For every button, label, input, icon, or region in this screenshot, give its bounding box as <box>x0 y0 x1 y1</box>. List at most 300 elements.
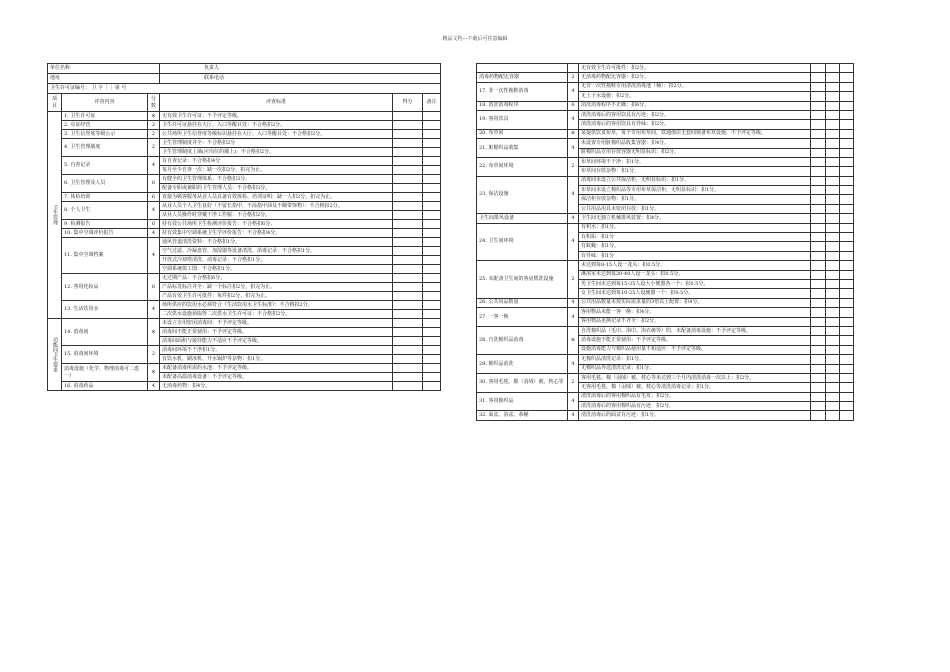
item-score: 6 <box>148 220 160 229</box>
item-score: 2 <box>148 130 160 139</box>
col-got: 得分 <box>393 94 423 112</box>
item-standard: 公共用品数量未按实际需求量的3倍以上配置：扣4分。 <box>579 298 811 307</box>
col-remark: 备注 <box>423 94 441 112</box>
item-score: 2 <box>148 121 160 130</box>
item-got-cell <box>811 214 826 223</box>
item-standard: 有自查记录：不合格扣4分 <box>160 157 393 166</box>
item-remark-cell <box>423 265 441 274</box>
item-remark-cell <box>840 167 854 176</box>
item-content: 26. 公共用品数量 <box>477 298 568 307</box>
item-content: 7. 体检培训 <box>62 193 148 202</box>
item-content: 23. 保洁设施 <box>477 176 568 214</box>
person-label: 负责人 <box>204 65 220 71</box>
item-remark-cell <box>840 64 854 73</box>
item-standard: 客用毛毯、棉（羽绒）被、枕心等未达到三个月内清洗消毒一次以上：扣2分。 <box>579 373 811 382</box>
item-got-cell <box>811 373 826 382</box>
item-standard: 无有效卫生许可批件：扣2分。 <box>579 64 811 73</box>
item-standard: 无棉织品清洗记录：扣1分。 <box>579 355 811 364</box>
item-remark-cell <box>840 392 854 401</box>
item-remark-cell <box>840 148 854 157</box>
col-score: 分数 <box>148 94 160 112</box>
item-content: 27. 一客一换 <box>477 308 568 327</box>
item-remark-cell <box>423 202 441 211</box>
item-standard: 未配备消毒所需的水池：不予评定等级。 <box>160 364 393 373</box>
item-remark-cell <box>840 92 854 101</box>
item-got-cell <box>393 139 423 148</box>
item-score: 4 <box>568 411 579 420</box>
item-remark-cell <box>840 402 854 411</box>
item-extra-cell <box>826 120 840 129</box>
license-number-label: 卫生许可证编号： 卫 字［ ］第 号 <box>48 84 441 94</box>
item-got-cell <box>811 345 826 354</box>
category-management: 卫生管理 <box>48 112 62 319</box>
item-standard: 某提供饮食布草，每个专用布草间，铁通值店无套间锁备布草设施，不予评定等级。 <box>579 129 811 138</box>
item-remark-cell <box>840 223 854 232</box>
item-content: 32. 面盆、浴盆、恭桶 <box>477 411 568 420</box>
item-got-cell <box>811 392 826 401</box>
item-remark-cell <box>423 166 441 175</box>
item-got-cell <box>811 176 826 185</box>
item-got-cell <box>393 130 423 139</box>
item-standard: 消洗消毒程序不正确：扣6分。 <box>579 101 811 110</box>
item-standard: 清洗消毒后的客用饮具有污迹：扣2分。 <box>579 110 811 119</box>
item-standard: 消毒设施不能正常使用：不予评定等级。 <box>579 336 811 345</box>
item-standard: 未配备高温消毒设备：不予评定等级。 <box>160 373 393 382</box>
item-got-cell <box>811 270 826 279</box>
item-standard: 无上下水设施：扣2分。 <box>579 92 811 101</box>
item-score: 4 <box>148 229 160 238</box>
item-score: 4 <box>568 223 579 261</box>
item-got-cell <box>393 355 423 364</box>
item-remark-cell <box>840 373 854 382</box>
item-standard: 未达到每8-15人设一龙头：扣0.5分。 <box>579 261 811 270</box>
item-got-cell <box>393 292 423 301</box>
item-remark-cell <box>423 310 441 319</box>
item-remark-cell <box>840 279 854 288</box>
item-score <box>568 64 579 73</box>
item-standard: 从业人员操作时穿戴干净工作服：不合格扣2分。 <box>160 211 393 220</box>
item-got-cell <box>811 64 826 73</box>
item-got-cell <box>393 193 423 202</box>
item-content <box>477 64 568 73</box>
right-table <box>476 63 854 421</box>
item-content: 30. 客用毛毯、棉（羽绒）被、枕心等 <box>477 373 568 392</box>
item-remark-cell <box>423 292 441 301</box>
item-content: 29. 棉织品消洗 <box>477 355 568 374</box>
item-standard: 无棉织品外送清洗记录：扣1分。 <box>579 364 811 373</box>
item-score: 2 <box>568 373 579 392</box>
item-got-cell <box>393 364 423 373</box>
item-remark-cell <box>423 121 441 130</box>
item-standard: 公共场所卫生信誉度等级标识悬挂在大厅、入口等醒目处：不合格扣2分。 <box>160 130 393 139</box>
item-content: 20. 布草间 <box>477 129 568 138</box>
item-standard: 布草间环境不干净：扣1分。 <box>579 157 811 166</box>
item-standard: 通风管道清洗资料：不合格扣1分。 <box>160 238 393 247</box>
item-standard: 无有效卫生许可证：不予评定等级。 <box>160 112 393 121</box>
item-standard: 清洗消毒后的客用棉织品有毛发：扣2分。 <box>579 392 811 401</box>
item-got-cell <box>393 211 423 220</box>
item-standard: 二次供水设施须取得二次供水卫生许可证：不合格扣2分。 <box>160 310 393 319</box>
item-content: 17. 非一次性拖鞋消毒 <box>477 82 568 101</box>
item-got-cell <box>393 148 423 157</box>
item-extra-cell <box>826 336 840 345</box>
item-got-cell <box>811 326 826 335</box>
item-content: 16. 消毒药品 <box>62 382 148 391</box>
item-remark-cell <box>840 317 854 326</box>
item-content: 10. 集中空调评价报告 <box>62 229 148 238</box>
item-score: 2 <box>148 346 160 364</box>
item-score: 4 <box>148 202 160 220</box>
item-got-cell <box>811 251 826 260</box>
item-remark-cell <box>423 274 441 283</box>
item-remark-cell <box>840 101 854 110</box>
item-standard: 未设置专用脏棉织品收集容器：扣4分。 <box>579 139 811 148</box>
item-got-cell <box>393 274 423 283</box>
item-got-cell <box>811 204 826 213</box>
item-score: 4 <box>568 355 579 374</box>
item-got-cell <box>811 92 826 101</box>
item-standard: 空调系统竣工图：不合格扣1分。 <box>160 265 393 274</box>
item-score: 4 <box>148 301 160 319</box>
col-item: 项目 <box>48 94 62 112</box>
item-got-cell <box>393 121 423 130</box>
item-remark-cell <box>423 139 441 148</box>
item-remark-cell <box>423 238 441 247</box>
item-score: 6 <box>568 101 579 110</box>
item-standard: 产品标签标注齐全：缺一个标注扣2分，扣完为止。 <box>160 283 393 292</box>
item-score: 2 <box>148 139 160 157</box>
item-standard: 淋浴室未达到每20-40人设一龙头：扣0.5分。 <box>579 270 811 279</box>
item-content: 9. 检测报告 <box>62 220 148 229</box>
item-extra-cell <box>826 251 840 260</box>
item-content: 31. 客用棉织品 <box>477 392 568 411</box>
item-remark-cell <box>840 261 854 270</box>
item-standard: 消毒间环境不干净扣1分。 <box>160 346 393 355</box>
item-standard: 无非一次性拖鞋专用清洗消毒池（桶）：扣2分。 <box>579 82 811 91</box>
left-table <box>47 63 441 391</box>
item-got-cell <box>811 139 826 148</box>
item-score: 4 <box>148 382 160 391</box>
item-extra-cell <box>826 270 840 279</box>
item-standard: 场所供应的饮用水必须符合《生活饮用水卫生标准》：不合格扣2分。 <box>160 301 393 310</box>
item-extra-cell <box>826 373 840 382</box>
item-standard: 客用物品更换记录不齐全：扣2分。 <box>579 317 811 326</box>
item-standard: 清洗消毒后的面盆有污迹：扣1分。 <box>579 411 811 420</box>
item-remark-cell <box>423 337 441 346</box>
item-extra-cell <box>826 82 840 91</box>
item-got-cell <box>811 82 826 91</box>
item-standard: 无过期产品：不合格扣6分。 <box>160 274 393 283</box>
item-got-cell <box>393 319 423 328</box>
item-content: 2. 亮证经营 <box>62 121 148 130</box>
col-content: 评查内容 <box>62 94 148 112</box>
item-remark-cell <box>840 176 854 185</box>
item-remark-cell <box>423 247 441 256</box>
item-content: 8. 个人卫生 <box>62 202 148 220</box>
item-content: 24. 卫生间环境 <box>477 223 568 261</box>
item-remark-cell <box>423 283 441 292</box>
item-extra-cell <box>826 279 840 288</box>
item-remark-cell <box>840 326 854 335</box>
item-extra-cell <box>826 317 840 326</box>
item-standard: 持有效集中空调系统卫生学评价报告：不合格扣4分。 <box>160 229 393 238</box>
item-remark-cell <box>423 355 441 364</box>
item-got-cell <box>811 308 826 317</box>
item-score: ※ <box>148 319 160 346</box>
item-got-cell <box>811 279 826 288</box>
item-got-cell <box>393 184 423 193</box>
item-content: 4. 卫生管理制度 <box>62 139 148 157</box>
page-header: 精品文档---下载后可任意编辑 <box>442 36 508 42</box>
item-score: ※ <box>148 364 160 382</box>
item-standard: 保洁柜存放杂物：扣1分。 <box>579 195 811 204</box>
item-got-cell <box>811 186 826 195</box>
item-score: 4 <box>568 139 579 158</box>
item-extra-cell <box>826 148 840 157</box>
item-score: ※ <box>568 326 579 354</box>
item-remark-cell <box>423 220 441 229</box>
item-got-cell <box>811 261 826 270</box>
item-content: 14. 消毒间 <box>62 319 148 346</box>
item-extra-cell <box>826 176 840 185</box>
item-remark-cell <box>423 373 441 382</box>
item-score: 6 <box>148 274 160 301</box>
item-got-cell <box>393 220 423 229</box>
item-got-cell <box>811 317 826 326</box>
item-content: 22. 布草间环境 <box>477 157 568 176</box>
item-standard: 每月至少自查一次：缺一次扣2分，扣完为止。 <box>160 166 393 175</box>
item-extra-cell <box>826 289 840 298</box>
item-remark-cell <box>840 242 854 251</box>
item-extra-cell <box>826 392 840 401</box>
item-extra-cell <box>826 214 840 223</box>
category-function-rooms: 功能间卫生要求 <box>48 319 62 391</box>
item-standard: 空气过滤、冷凝盘管、加湿器等设备清洗、消毒记录：不合格扣1分。 <box>160 247 393 256</box>
item-extra-cell <box>826 402 840 411</box>
item-remark-cell <box>840 186 854 195</box>
item-got-cell <box>393 283 423 292</box>
item-got-cell <box>811 355 826 364</box>
item-got-cell <box>393 382 423 391</box>
item-remark-cell <box>423 301 441 310</box>
item-remark-cell <box>840 345 854 354</box>
item-content: 消毒设施（化学、物理消毒可二选一） <box>62 364 148 382</box>
item-remark-cell <box>840 364 854 373</box>
item-remark-cell <box>840 298 854 307</box>
item-remark-cell <box>423 193 441 202</box>
item-content: 消毒药物配比容器 <box>477 73 568 82</box>
item-standard: 客用物品未能一客一换：扣4分。 <box>579 308 811 317</box>
phone-label: 联系电话 <box>204 75 225 81</box>
item-standard: 布草间存放杂物：扣1分。 <box>579 167 811 176</box>
item-content: 12. 客用化妆品 <box>62 274 148 301</box>
item-standard: 有健全的卫生管理体系：不合格扣3分。 <box>160 175 393 184</box>
item-got-cell <box>811 233 826 242</box>
item-content: 1. 卫生许可证 <box>62 112 148 121</box>
item-remark-cell <box>840 308 854 317</box>
item-remark-cell <box>840 129 854 138</box>
item-score: 4 <box>568 176 579 214</box>
item-got-cell <box>393 229 423 238</box>
item-extra-cell <box>826 308 840 317</box>
item-score: ※ <box>568 129 579 138</box>
item-remark-cell <box>840 251 854 260</box>
col-standard: 评查标准 <box>160 94 393 112</box>
item-got-cell <box>811 148 826 157</box>
item-standard: 清洗消毒后的客用棉织品有污迹：扣2分。 <box>579 402 811 411</box>
item-got-cell <box>393 247 423 256</box>
item-extra-cell <box>826 64 840 73</box>
item-remark-cell <box>840 110 854 119</box>
item-content: 28. 自洗棉织品消毒 <box>477 326 568 354</box>
item-content: 卫生间排风设备 <box>477 214 568 223</box>
item-remark-cell <box>840 195 854 204</box>
item-standard: 配备专职或兼职的卫生管理人员：不合格扣3分。 <box>160 184 393 193</box>
item-standard: 男卫生间未达到每15-35人设大小便器各一个：扣0.5分。 <box>579 279 811 288</box>
item-score: 2 <box>568 73 579 82</box>
item-got-cell <box>393 328 423 337</box>
item-got-cell <box>811 289 826 298</box>
item-standard: 卫生许可证悬挂在大厅，入口等醒目处：不合格扣2分。 <box>160 121 393 130</box>
item-got-cell <box>393 265 423 274</box>
item-got-cell <box>393 301 423 310</box>
item-got-cell <box>811 242 826 251</box>
item-score: 6 <box>148 175 160 193</box>
item-remark-cell <box>840 336 854 345</box>
item-got-cell <box>393 346 423 355</box>
item-content: 15. 消毒间环境 <box>62 346 148 364</box>
item-got-cell <box>393 175 423 184</box>
item-content: 25. 未配备卫生间的客房盥洗设施 <box>477 261 568 299</box>
item-standard: 消毒间面积与接待能力不适应不予评定等级。 <box>160 337 393 346</box>
item-remark-cell <box>840 204 854 213</box>
item-got-cell <box>811 195 826 204</box>
item-standard: 开放式冷却塔清洗、消毒记录：不合格扣1分。 <box>160 256 393 265</box>
item-standard: 公共用品用具未密闭存放：扣1分。 <box>579 204 811 213</box>
item-score: 4 <box>568 392 579 411</box>
item-score: 4 <box>568 110 579 129</box>
item-extra-cell <box>826 139 840 148</box>
item-got-cell <box>393 238 423 247</box>
item-remark-cell <box>840 355 854 364</box>
item-got-cell <box>811 402 826 411</box>
item-standard: 脏棉织品专用存放容器无明显标识：扣2分。 <box>579 148 811 157</box>
item-remark-cell <box>423 319 441 328</box>
item-got-cell <box>811 364 826 373</box>
item-standard: 清洗消毒后的客用饮具有异味：扣2分。 <box>579 120 811 129</box>
item-extra-cell <box>826 261 840 270</box>
item-extra-cell <box>826 223 840 232</box>
item-extra-cell <box>826 383 840 392</box>
item-score: 4 <box>568 308 579 327</box>
item-extra-cell <box>826 110 840 119</box>
item-remark-cell <box>423 130 441 139</box>
unit-name-label: 单位名称 <box>48 64 160 74</box>
item-remark-cell <box>423 346 441 355</box>
item-got-cell <box>393 310 423 319</box>
item-standard: 无消毒药物配比容器：扣2分。 <box>579 73 811 82</box>
item-standard: 自洗棉织品（毛巾、浴巾、浴衣裤等）的，未配备消毒设施：不予评定等级。 <box>579 326 811 335</box>
item-got-cell <box>811 129 826 138</box>
item-extra-cell <box>826 364 840 373</box>
item-remark-cell <box>423 148 441 157</box>
item-got-cell <box>393 166 423 175</box>
item-got-cell <box>393 256 423 265</box>
item-got-cell <box>811 383 826 392</box>
item-remark-cell <box>423 175 441 184</box>
item-got-cell <box>393 112 423 121</box>
item-score: 4 <box>568 214 579 223</box>
item-standard: 女卫生间未达到每10-25人设便器一个：扣0.5分。 <box>579 289 811 298</box>
item-standard: 直接为顾客服务从业人员具备有效体检、培训证明：缺一人扣2分，扣完为止。 <box>160 193 393 202</box>
item-remark-cell <box>423 184 441 193</box>
item-content: 13. 生活饮用水 <box>62 301 148 319</box>
item-standard: 卫生管理制度上墙(应岗位的墙上)：不合格扣2分。 <box>160 148 393 157</box>
item-standard: 消毒间未设立公共保洁柜，无明显标识：扣1分。 <box>579 176 811 185</box>
item-content: 3. 卫生信誉度等级公示 <box>62 130 148 139</box>
item-content: 18. 消洗消毒程序 <box>477 101 568 110</box>
item-score: 2 <box>568 157 579 176</box>
item-remark-cell <box>840 120 854 129</box>
item-extra-cell <box>826 195 840 204</box>
item-got-cell <box>393 373 423 382</box>
item-extra-cell <box>826 345 840 354</box>
item-extra-cell <box>826 355 840 364</box>
item-extra-cell <box>826 326 840 335</box>
item-remark-cell <box>840 233 854 242</box>
item-extra-cell <box>826 186 840 195</box>
item-score: 4 <box>568 298 579 307</box>
item-standard: 有饮水机，刷冰机、开水锅炉等杂物：扣1分。 <box>160 355 393 364</box>
item-got-cell <box>811 73 826 82</box>
item-remark-cell <box>840 411 854 420</box>
item-extra-cell <box>826 92 840 101</box>
item-content: 19. 客用饮具 <box>477 110 568 129</box>
item-got-cell <box>811 110 826 119</box>
item-got-cell <box>811 167 826 176</box>
item-remark-cell <box>840 139 854 148</box>
item-extra-cell <box>826 167 840 176</box>
item-remark-cell <box>423 382 441 391</box>
item-remark-cell <box>423 112 441 121</box>
item-got-cell <box>811 157 826 166</box>
item-remark-cell <box>423 256 441 265</box>
item-extra-cell <box>826 233 840 242</box>
item-extra-cell <box>826 73 840 82</box>
item-remark-cell <box>423 211 441 220</box>
item-extra-cell <box>826 129 840 138</box>
item-remark-cell <box>840 157 854 166</box>
item-score: 2 <box>568 261 579 299</box>
item-got-cell <box>811 223 826 232</box>
item-standard: 布草间未设立棉织品等专用布草保洁柜，无明显标识：扣1分。 <box>579 186 811 195</box>
item-content: 6. 卫生管理及人员 <box>62 175 148 193</box>
item-content: 21. 脏棉织品收集 <box>477 139 568 158</box>
item-extra-cell <box>826 157 840 166</box>
item-got-cell <box>811 411 826 420</box>
item-score: 4 <box>148 157 160 175</box>
item-score: 6 <box>148 193 160 202</box>
item-standard: 有异味：扣1分 <box>579 251 811 260</box>
item-standard: 产品有效卫生许可批件：每件扣2分，扣完为止。 <box>160 292 393 301</box>
item-remark-cell <box>840 82 854 91</box>
item-remark-cell <box>423 328 441 337</box>
item-standard: 持有效公共场所卫生检测评价报告：不合格扣6分。 <box>160 220 393 229</box>
item-remark-cell <box>423 157 441 166</box>
item-standard: 无消毒药物：扣4分。 <box>160 382 393 391</box>
item-standard: 卫生间无独立机械排风装置：扣4分。 <box>579 214 811 223</box>
item-standard: 有积水：扣1分。 <box>579 223 811 232</box>
